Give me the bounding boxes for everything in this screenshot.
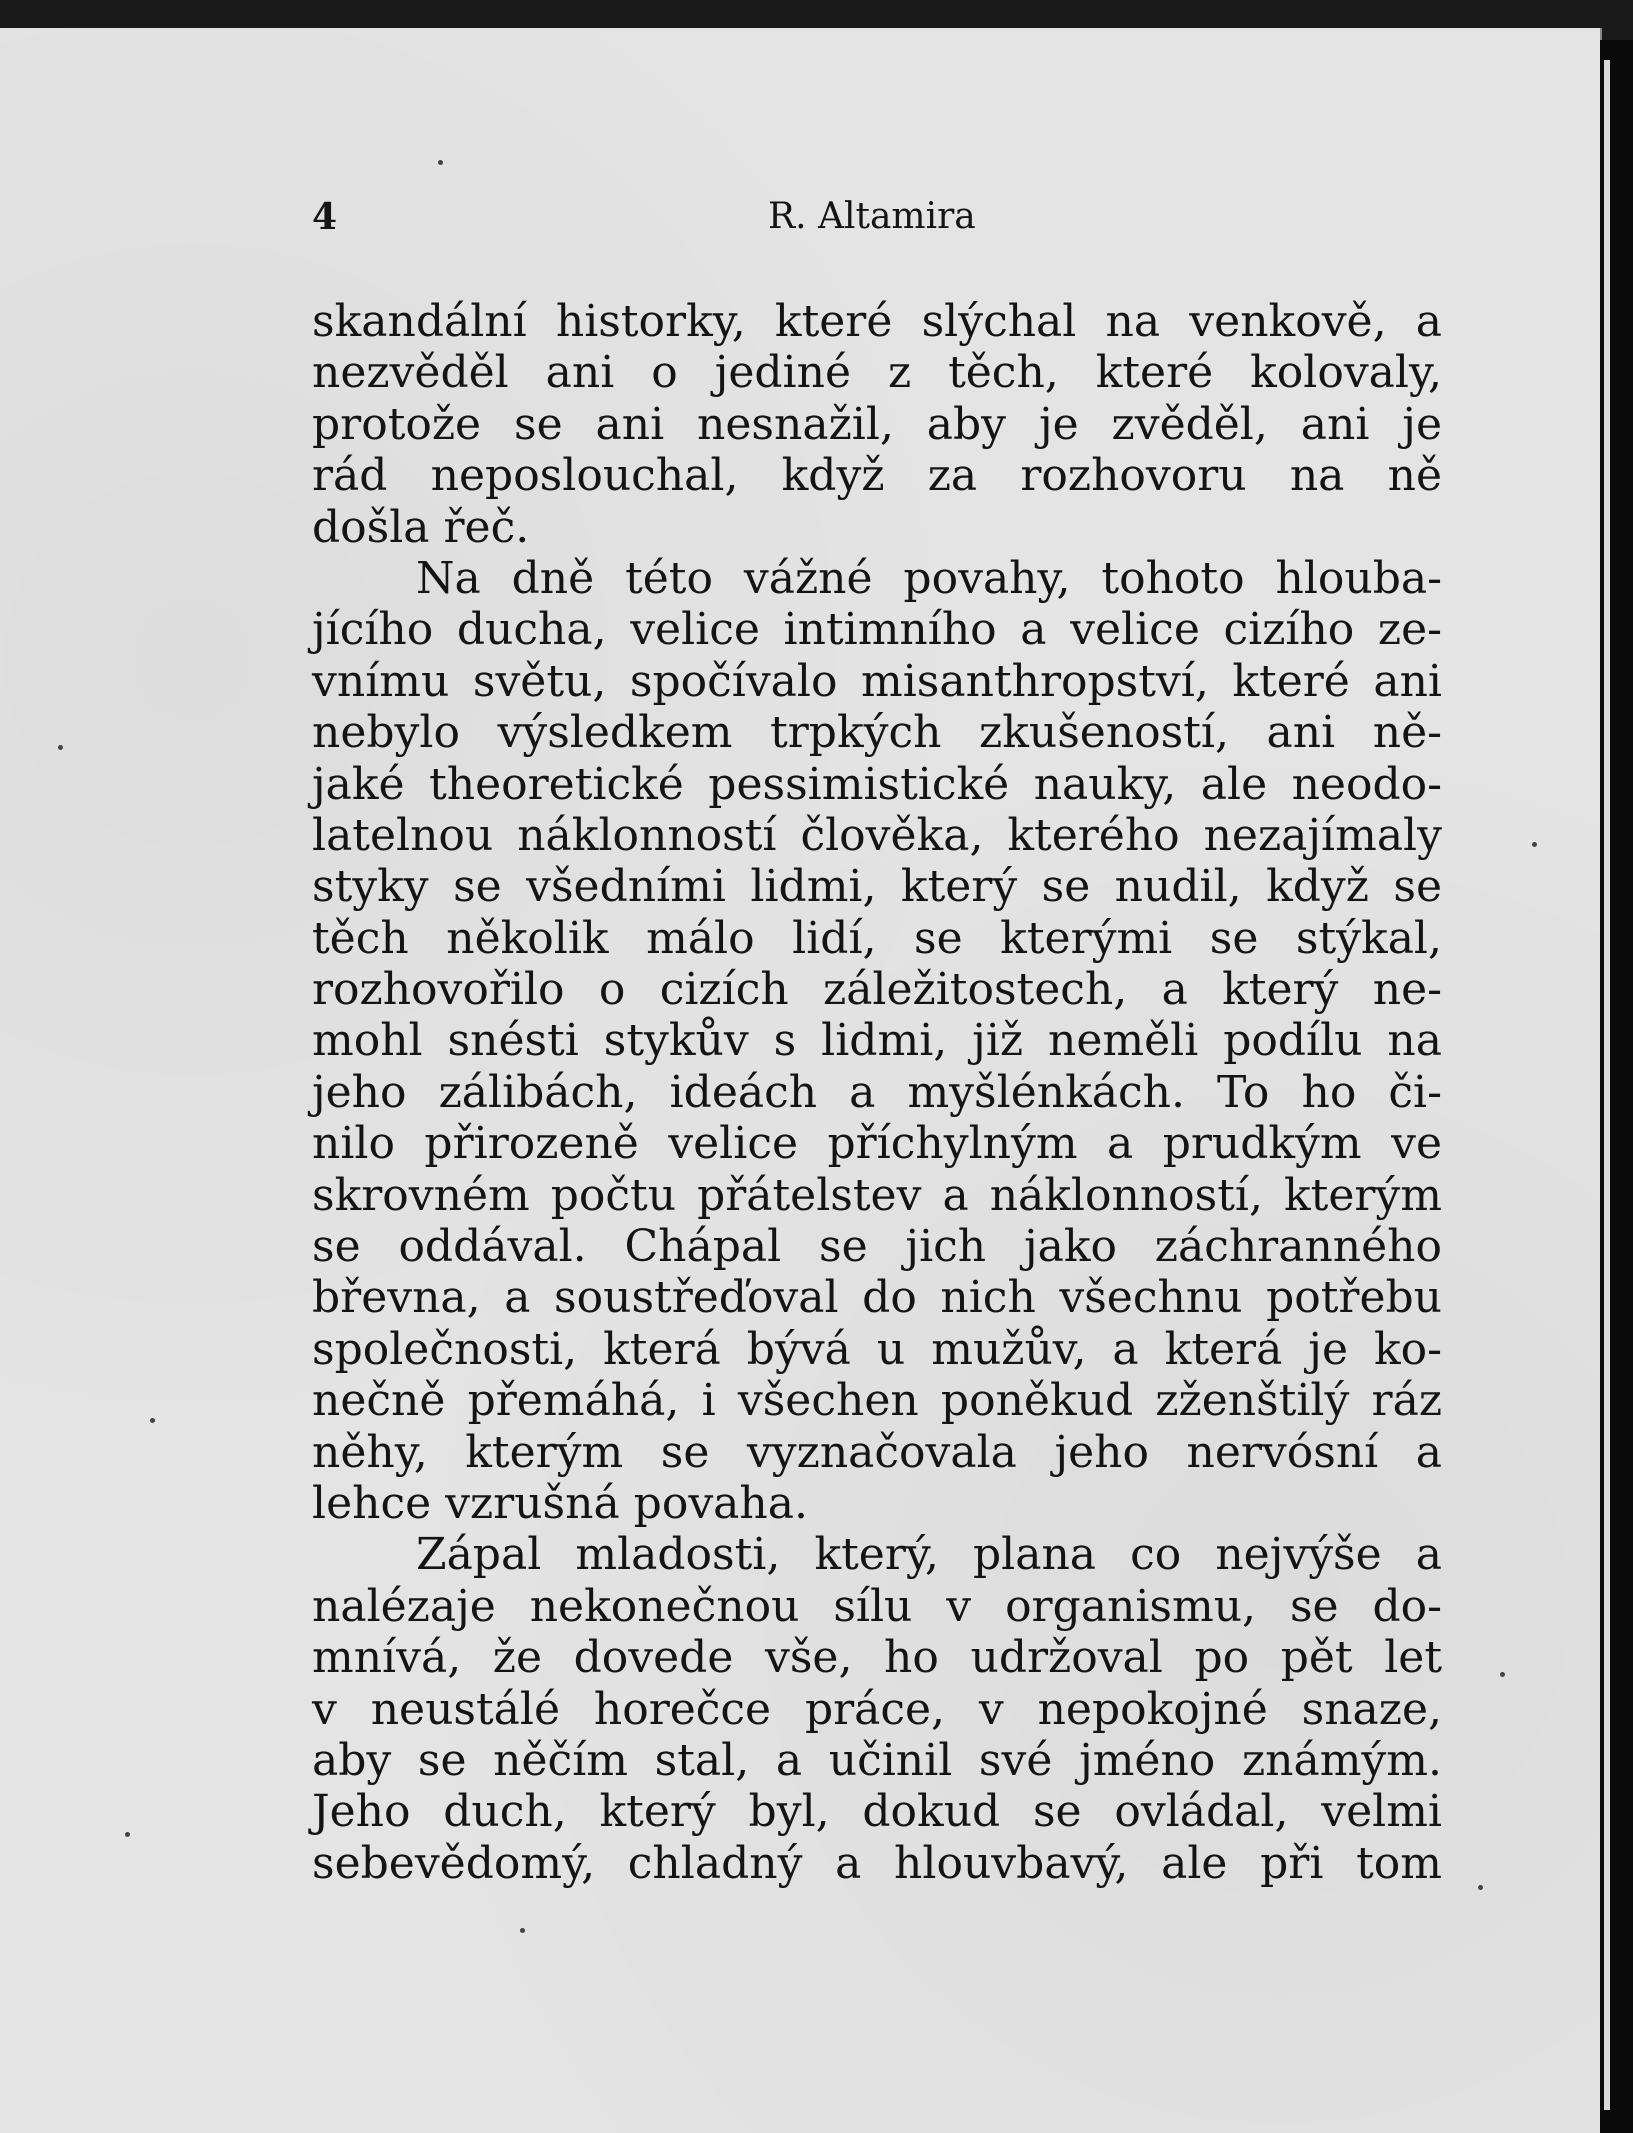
- text-line: břevna, a soustřeďoval do nich všechnu potřebu: [312, 1272, 1442, 1324]
- body-text: [312, 296, 1442, 1889]
- text-line: aby se něčím stal, a učinil své jméno známým.: [312, 1734, 1442, 1786]
- scan-speck: [1532, 842, 1537, 847]
- scan-speck: [1500, 1672, 1505, 1677]
- text-line: latelnou náklonností člověka, kterého nezajímaly: [312, 809, 1442, 861]
- running-head: R. Altamira: [768, 196, 976, 237]
- page-edge-strip: [1604, 60, 1610, 2110]
- scan-speck: [150, 1418, 155, 1423]
- text-line: skandální historky, které slýchal na venkově, a: [312, 296, 1442, 347]
- scan-speck: [438, 160, 443, 165]
- text-line: těch několik málo lidí, se kterými se stýkal,: [312, 912, 1442, 964]
- scan-speck: [520, 1928, 525, 1933]
- text-line: nebylo výsledkem trpkých zkušeností, ani ně-: [312, 707, 1442, 759]
- text-line: společnosti, která bývá u mužův, a která je ko-: [312, 1323, 1442, 1375]
- text-line: protože se ani nesnažil, aby je zvěděl, ani je: [312, 398, 1442, 450]
- text-line: se oddával. Chápal se jich jako záchranného: [312, 1221, 1442, 1273]
- text-line: Jeho duch, který byl, dokud se ovládal, velmi: [312, 1786, 1442, 1838]
- text-line: v neustálé horečce práce, v nepokojné snaze,: [312, 1683, 1442, 1735]
- text-line: mohl snésti stykův s lidmi, již neměli podílu na: [312, 1015, 1442, 1067]
- text-line: rád neposlouchal, když za rozhovoru na ně: [312, 450, 1442, 502]
- text-line: lehce vzrušná povaha.: [312, 1477, 808, 1529]
- text-line: Zápal mladosti, který, plana co nejvýše a: [416, 1529, 1442, 1581]
- scan-speck: [58, 745, 63, 750]
- text-line: jaké theoretické pessimistické nauky, ale neodo-: [312, 758, 1442, 810]
- scan-speck: [125, 1832, 130, 1837]
- text-line: nalézaje nekonečnou sílu v organismu, se do-: [312, 1580, 1442, 1632]
- text-line: došla řeč.: [312, 501, 530, 553]
- text-line: Na dně této vážné povahy, tohoto hlouba-: [416, 552, 1442, 604]
- text-line: něhy, kterým se vyznačovala jeho nervósní a: [312, 1426, 1442, 1478]
- text-line: styky se všedními lidmi, který se nudil, když se: [312, 861, 1442, 913]
- text-line: nečně přemáhá, i všechen poněkud zženštilý ráz: [312, 1375, 1442, 1427]
- scan-speck: [1478, 1885, 1483, 1890]
- text-line: nilo přirozeně velice příchylným a prudkým ve: [312, 1118, 1442, 1170]
- text-line: rozhovořilo o cizích záležitostech, a který ne-: [312, 964, 1442, 1016]
- text-line: sebevědomý, chladný a hlouvbavý, ale při tom: [312, 1837, 1442, 1889]
- text-line: mnívá, že dovede vše, ho udržoval po pět let: [312, 1632, 1442, 1684]
- text-line: skrovném počtu přátelstev a náklonností, kterým: [312, 1169, 1442, 1221]
- text-line: vnímu světu, spočívalo misanthropství, které ani: [312, 655, 1442, 707]
- page-number: 4: [312, 196, 338, 238]
- text-line: jícího ducha, velice intimního a velice cizího ze-: [312, 604, 1442, 656]
- page-header: [312, 196, 1442, 248]
- text-line: jeho zálibách, ideách a myšlénkách. To ho či-: [312, 1066, 1442, 1118]
- text-line: nezvěděl ani o jediné z těch, které kolovaly,: [312, 347, 1442, 399]
